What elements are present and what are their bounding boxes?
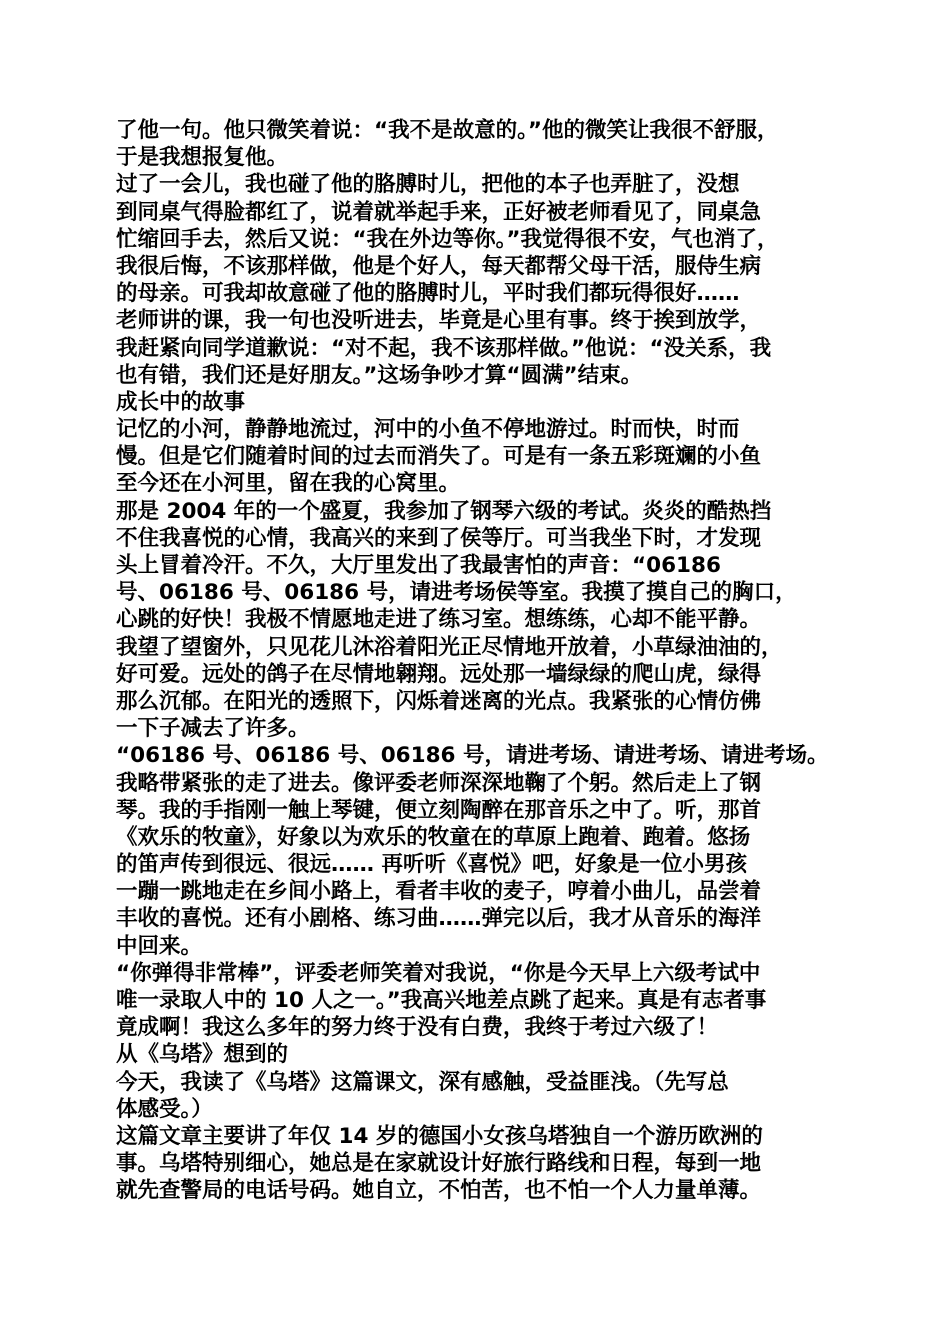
text-line: 于是我想报复他。 bbox=[116, 145, 289, 171]
text-line: 唯一录取人中的 10 人之一。”我高兴地差点跳了起来。真是有志者事 bbox=[116, 988, 767, 1013]
text-line: 好可爱。远处的鸽子在尽情地翱翔。远处那一墙绿绿的爬山虎，绿得 bbox=[116, 661, 762, 687]
section-heading: 从《乌塔》想到的 bbox=[116, 1042, 289, 1068]
text-line: 不住我喜悦的心情，我高兴的来到了侯等厅。可当我坐下时，才发现 bbox=[116, 525, 762, 551]
text-line: “06186 号、06186 号、06186 号，请进考场、请进考场、请进考场。 bbox=[116, 743, 829, 769]
text-line: 老师讲的课，我一句也没听进去，毕竟是心里有事。终于挨到放学， bbox=[116, 308, 762, 334]
text-line: “你弹得非常棒”，评委老师笑着对我说，“你是今天早上六级考试中 bbox=[116, 960, 761, 986]
text-line: 记忆的小河，静静地流过，河中的小鱼不停地游过。时而快，时而 bbox=[116, 417, 740, 443]
text-line: 头上冒着冷汗。不久，大厅里发出了我最害怕的声音：“06186 bbox=[116, 553, 721, 578]
text-line: 我望了望窗外，只见花儿沐浴着阳光正尽情地开放着，小草绿油油的， bbox=[116, 634, 783, 660]
section-heading: 成长中的故事 bbox=[116, 389, 246, 415]
text-line: 《欢乐的牧童》，好象以为欢乐的牧童在的草原上跑着、跑着。悠扬 bbox=[116, 824, 751, 850]
text-line: 忙缩回手去，然后又说：“我在外边等你。”我觉得很不安，气也消了， bbox=[116, 226, 779, 252]
text-line: 到同桌气得脸都红了，说着就举起手来，正好被老师看见了，同桌急 bbox=[116, 199, 762, 225]
text-line: 了他一句。他只微笑着说：“我不是故意的。”他的微笑让我很不舒服， bbox=[116, 118, 779, 143]
text-line: 那么沉郁。在阳光的透照下，闪烁着迷离的光点。我紧张的心情仿佛 bbox=[116, 688, 762, 714]
text-line: 那是 2004 年的一个盛夏，我参加了钢琴六级的考试。炎炎的酷热挡 bbox=[116, 498, 772, 524]
text-line: 至今还在小河里，留在我的心窝里。 bbox=[116, 471, 461, 497]
text-line: 今天，我读了《乌塔》这篇课文，深有感触，受益匪浅。（先写总 bbox=[116, 1069, 729, 1095]
document-body bbox=[116, 117, 844, 1205]
text-line: 我赶紧向同学道歉说：“对不起，我不该那样做。”他说：“没关系，我 bbox=[116, 335, 772, 361]
text-line: 一蹦一跳地走在乡间小路上，看者丰收的麦子，哼着小曲儿，品尝着 bbox=[116, 879, 762, 905]
text-line: 号、06186 号、06186 号，请进考场侯等室。我摸了摸自己的胸口， bbox=[116, 580, 797, 606]
text-line: 我略带紧张的走了进去。像评委老师深深地鞠了个躬。然后走上了钢 bbox=[116, 770, 762, 796]
text-line: 也有错，我们还是好朋友。”这场争吵才算“圆满”结束。 bbox=[116, 362, 643, 388]
text-line: 丰收的喜悦。还有小剧格、练习曲……弹完以后，我才从音乐的海洋 bbox=[116, 906, 762, 932]
text-line: 我很后悔，不该那样做，他是个好人，每天都帮父母干活，服侍生病 bbox=[116, 253, 762, 279]
text-line: 一下子减去了许多。 bbox=[116, 716, 310, 742]
text-line: 事。乌塔特别细心，她总是在家就设计好旅行路线和日程，每到一地 bbox=[116, 1151, 762, 1177]
text-line: 的笛声传到很远、很远…… 再听听《喜悦》吧，好象是一位小男孩 bbox=[116, 852, 747, 878]
text-line: 琴。我的手指刚一触上琴键，便立刻陶醉在那音乐之中了。听，那首 bbox=[116, 797, 762, 823]
text-line: 心跳的好快！我极不情愿地走进了练习室。想练练，心却不能平静。 bbox=[116, 607, 762, 633]
text-line: 就先查警局的电话号码。她自立，不怕苦，也不怕一个人力量单薄。 bbox=[116, 1178, 762, 1204]
text-line: 体感受。） bbox=[116, 1096, 213, 1122]
text-line: 这篇文章主要讲了年仅 14 岁的德国小女孩乌塔独自一个游历欧洲的 bbox=[116, 1123, 763, 1149]
text-line: 过了一会儿，我也碰了他的胳膊时儿，把他的本子也弄脏了，没想 bbox=[116, 172, 740, 198]
text-line: 中回来。 bbox=[116, 933, 203, 959]
text-line: 慢。但是它们随着时间的过去而消失了。可是有一条五彩斑斓的小鱼 bbox=[116, 444, 762, 470]
text-line: 竟成啊！我这么多年的努力终于没有白费，我终于考过六级了！ bbox=[116, 1015, 719, 1041]
text-line: 的母亲。可我却故意碰了他的胳膊时儿，平时我们都玩得很好…… bbox=[116, 281, 740, 307]
